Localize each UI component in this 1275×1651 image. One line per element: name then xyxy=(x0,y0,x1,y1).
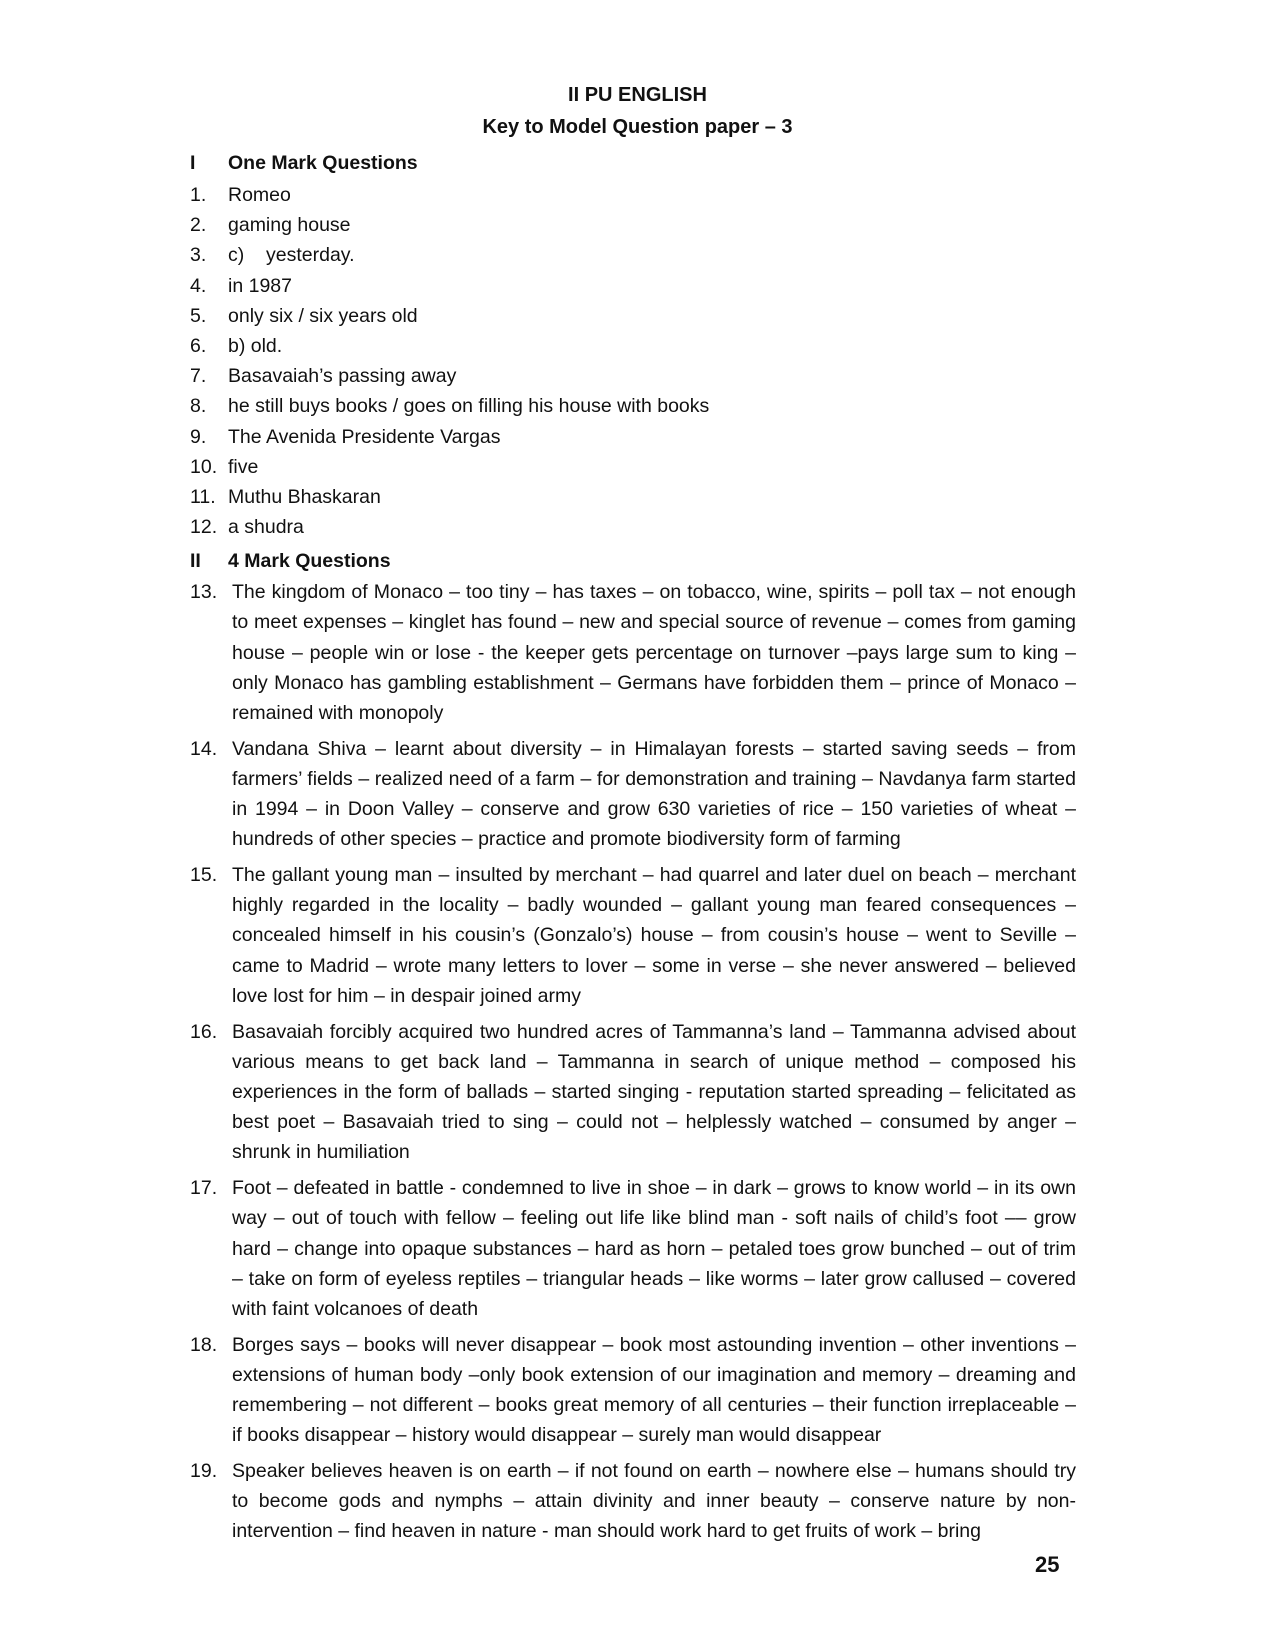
item-number: 18. xyxy=(190,1333,218,1356)
item-answer: yesterday. xyxy=(266,244,355,267)
item-answer: Romeo xyxy=(228,184,291,206)
list-item xyxy=(190,577,1076,728)
answer-key-content xyxy=(190,149,1076,1552)
item-answer: Basavaiah’s passing away xyxy=(228,365,457,388)
item-number: 11. xyxy=(190,485,216,508)
item-number: 17. xyxy=(190,1177,218,1200)
item-number: 19. xyxy=(190,1459,218,1482)
item-answer: Speaker believes heaven is on earth – if not found on earth – nowhere else – humans should try to become gods and nymphs – attain divinity and inner beauty – conserve nature by non-intervention – find heaven in nature - man should work hard to get fruits of work – bring xyxy=(232,1459,1076,1543)
item-option: c) xyxy=(228,244,245,267)
item-answer: gaming house xyxy=(228,214,351,237)
list-item xyxy=(190,331,1076,361)
item-answer: Basavaiah forcibly acquired two hundred acres of Tammanna’s land – Tammanna advised about various means to get back land – Tammanna in search of unique method – composed his experiences in the form of ballads – started singing - reputation started spreading – felicitated as best poet – Basavaiah tried to sing – could not – helplessly watched – consumed by anger – shrunk in humiliation xyxy=(232,1020,1076,1164)
section-title: 4 Mark Questions xyxy=(228,550,391,573)
item-number: 9. xyxy=(190,425,207,448)
list-item xyxy=(190,271,1076,301)
item-number: 7. xyxy=(190,365,207,388)
list-item xyxy=(190,422,1076,452)
list-item xyxy=(190,180,1076,210)
section-heading-four-mark xyxy=(190,547,1076,575)
item-answer: The Avenida Presidente Vargas xyxy=(228,425,501,448)
item-number: 3. xyxy=(190,244,207,267)
item-number: 15. xyxy=(190,864,218,887)
list-item xyxy=(190,1173,1076,1324)
list-item xyxy=(190,512,1076,542)
item-answer: Borges says – books will never disappear – book most astounding invention – other inventions – extensions of human body –only book extension of our imagination and memory – dreaming and remembering – not different – books great memory of all centuries – their function irreplaceable – if books disappear – history would disappear – surely man would disappear xyxy=(232,1333,1076,1447)
section-heading-one-mark xyxy=(190,149,1076,177)
list-item xyxy=(190,301,1076,331)
item-number: 12. xyxy=(190,516,218,539)
item-answer: in 1987 xyxy=(228,274,292,297)
item-number: 16. xyxy=(190,1020,218,1043)
list-item xyxy=(190,240,1076,270)
item-answer: he still buys books / goes on filling his house with books xyxy=(228,395,710,418)
item-answer: only six / six years old xyxy=(228,304,418,327)
list-item xyxy=(190,1456,1076,1547)
item-number: 5. xyxy=(190,304,207,327)
section-number: I xyxy=(190,152,196,174)
item-number: 13. xyxy=(190,581,218,604)
list-item xyxy=(190,1017,1076,1168)
item-answer: a shudra xyxy=(228,516,304,539)
item-answer: Foot – defeated in battle - condemned to live in shoe – in dark – grows to know world – in its own way – out of touch with fellow – feeling out life like blind man - soft nails of child’s foot –– grow hard – change into opaque substances – hard as horn – petaled toes grow bunched – out of trim – take on form of eyeless reptiles – triangular heads – like worms – later grow callused – covered with faint volcanoes of death xyxy=(232,1177,1076,1320)
list-item xyxy=(190,210,1076,240)
item-number: 1. xyxy=(190,184,207,206)
section-title: One Mark Questions xyxy=(228,152,418,174)
item-number: 6. xyxy=(190,334,207,357)
list-item xyxy=(190,452,1076,482)
list-item xyxy=(190,361,1076,391)
document-subtitle: Key to Model Question paper – 3 xyxy=(482,116,793,138)
item-answer: five xyxy=(228,455,259,478)
item-answer: The kingdom of Monaco – too tiny – has taxes – on tobacco, wine, spirits – poll tax – not enough to meet expenses – kinglet has found – new and special source of revenue – comes from gaming house – people win or lose - the keeper gets percentage on turnover –pays large sum to king – only Monaco has gambling establishment – Germans have forbidden them – prince of Monaco – remained with monopoly xyxy=(232,581,1076,725)
section-number: II xyxy=(190,550,201,573)
item-number: 8. xyxy=(190,395,207,418)
page-number: 25 xyxy=(1035,1552,1060,1577)
item-answer: b) old. xyxy=(228,334,283,357)
item-answer: Muthu Bhaskaran xyxy=(228,485,381,508)
item-answer: Vandana Shiva – learnt about diversity – in Himalayan forests – started saving seeds – from farmers’ fields – realized need of a farm – for demonstration and training – Navdanya farm started in 1994 – in Doon Valley – conserve and grow 630 varieties of rice – 150 varieties of wheat – hundreds of other species – practice and promote biodiversity form of farming xyxy=(232,737,1076,851)
item-number: 2. xyxy=(190,214,207,237)
item-number: 14. xyxy=(190,737,218,760)
list-item xyxy=(190,482,1076,512)
item-number: 10. xyxy=(190,455,218,478)
list-item xyxy=(190,1330,1076,1451)
list-item xyxy=(190,860,1076,1011)
list-item xyxy=(190,734,1076,855)
list-item xyxy=(190,391,1076,421)
item-number: 4. xyxy=(190,274,207,297)
document-title: II PU ENGLISH xyxy=(568,84,707,106)
item-answer: The gallant young man – insulted by merchant – had quarrel and later duel on beach – merchant highly regarded in the locality – badly wounded – gallant young man feared consequences – concealed himself in his cousin’s (Gonzalo’s) house – from cousin’s house – went to Seville – came to Madrid – wrote many letters to lover – some in verse – she never answered – believed love lost for him – in despair joined army xyxy=(232,864,1076,1007)
